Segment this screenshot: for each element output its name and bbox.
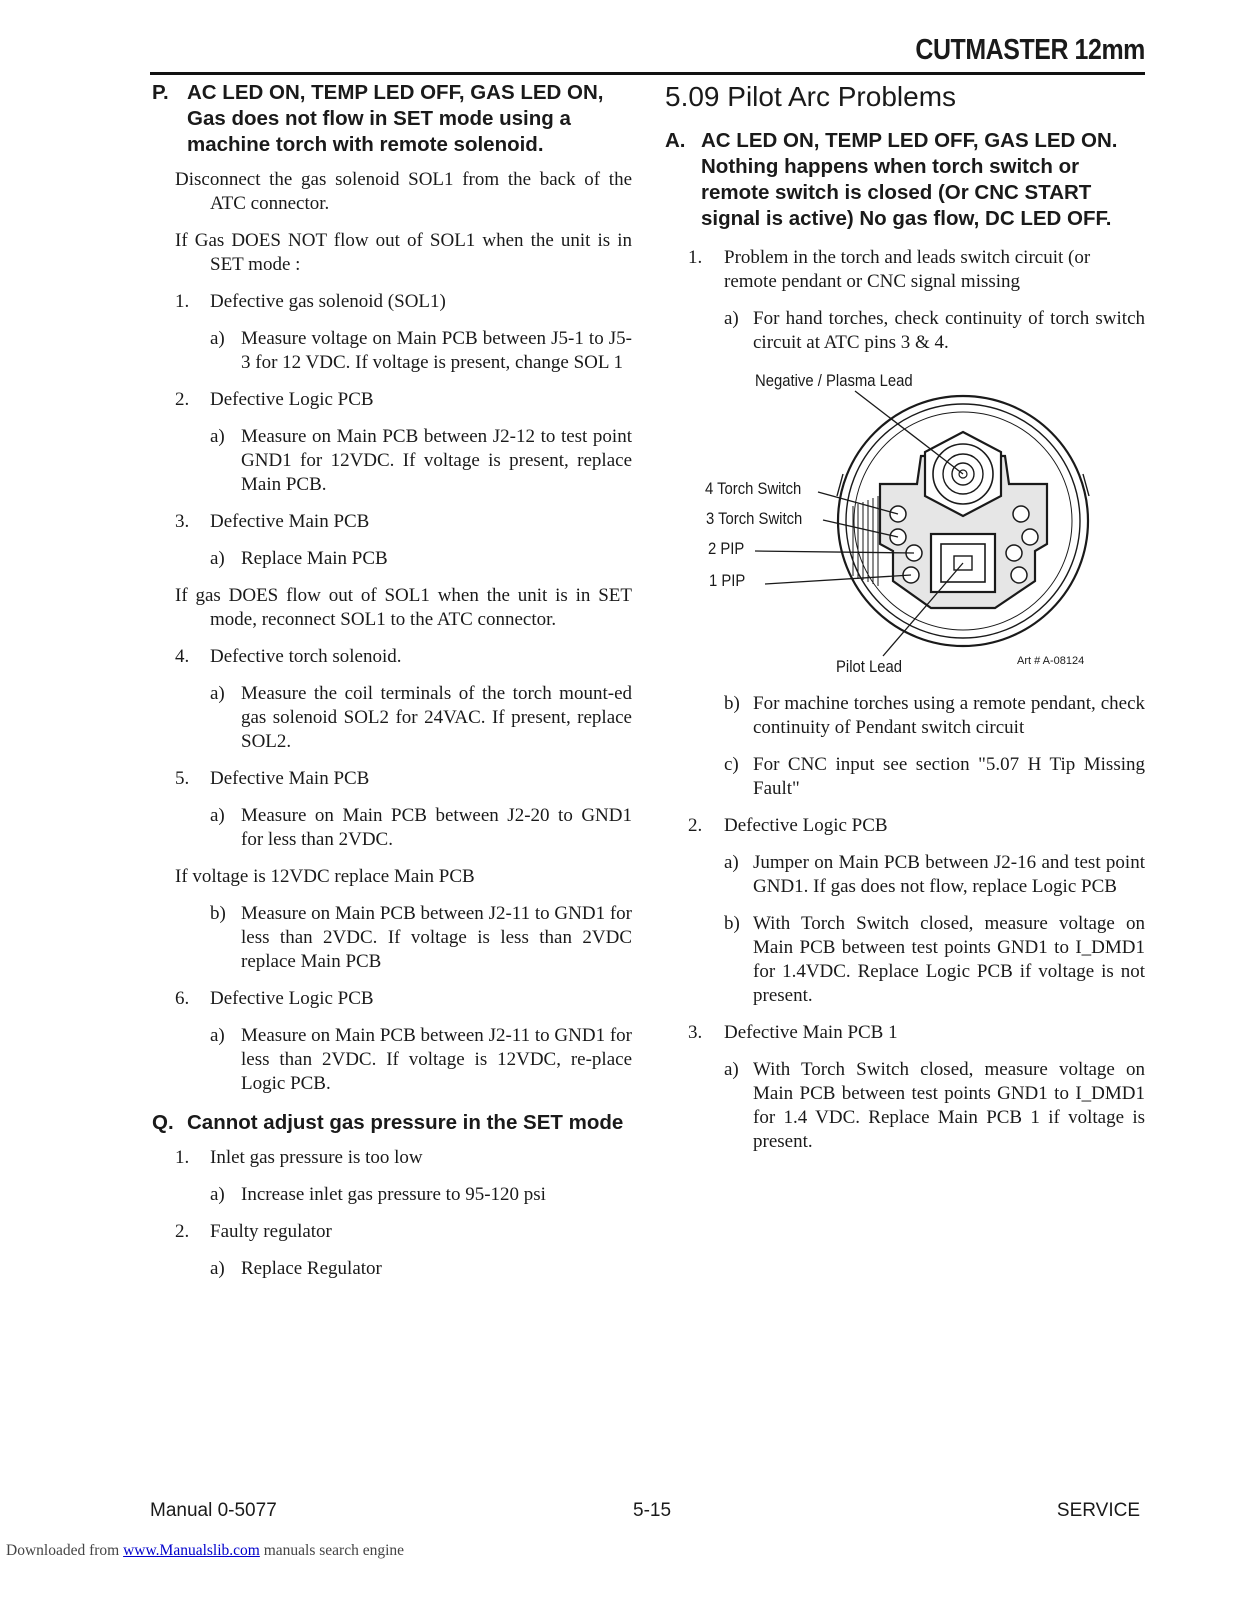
paragraph: If gas DOES flow out of SOL1 when the unit is in SET mode, reconnect SOL1 to the ATC connector. — [175, 585, 632, 630]
sub-list-item: a) Replace Main PCB — [210, 548, 388, 569]
header-rule — [150, 72, 1145, 75]
section-p-letter: P. — [152, 81, 169, 104]
label-torch-switch-3: 3 Torch Switch — [706, 510, 803, 528]
list-item: 2. Faulty regulator — [175, 1221, 332, 1242]
section-title: 5.09 Pilot Arc Problems — [665, 81, 957, 112]
section-q-letter: Q. — [152, 1111, 174, 1134]
label-pip-1: 1 PIP — [709, 572, 746, 590]
section-p-title: AC LED ON, TEMP LED OFF, GAS LED ON, Gas does not flow in SET mode using a machine torch with remote solenoid. — [187, 81, 604, 156]
list-item: 5. Defective Main PCB — [175, 768, 370, 789]
art-number: Art # A-08124 — [1017, 655, 1085, 667]
sub-list-item: a) Increase inlet gas pressure to 95-120 psi — [210, 1184, 546, 1205]
list-item: 3. Defective Main PCB — [175, 511, 370, 532]
list-item: 1. Inlet gas pressure is too low — [175, 1147, 423, 1168]
label-pilot-lead: Pilot Lead — [836, 658, 903, 676]
sub-list-item: c) For CNC input see section "5.07 H Tip Missing Fault" — [724, 754, 1145, 799]
right-column — [665, 80, 1145, 1167]
left-column — [152, 80, 632, 1294]
sub-list-item: a) Jumper on Main PCB between J2-16 and test point GND1. If gas does not flow, replace Logic PCB — [724, 852, 1145, 897]
sub-list-item: b) With Torch Switch closed, measure voltage on Main PCB between test points GND1 to I_DMD1 for 1.4VDC. Replace Logic PCB if voltage is not present. — [724, 913, 1145, 1006]
sub-list-item: a) Measure on Main PCB between J2-12 to test point GND1 for 12VDC. If voltage is present, replace Main PCB. — [210, 426, 632, 495]
label-pip-2: 2 PIP — [708, 540, 745, 558]
sub-list-item: b) For machine torches using a remote pendant, check continuity of Pendant switch circuit — [724, 693, 1145, 738]
sub-list-item: b) Measure on Main PCB between J2-11 to GND1 for less than 2VDC. If voltage is less than 2VDC replace Main PCB — [210, 903, 632, 972]
section-q-title: Cannot adjust gas pressure in the SET mode — [187, 1111, 624, 1134]
list-item: 1. Defective gas solenoid (SOL1) — [175, 291, 446, 312]
footer-manual-number: Manual 0-5077 — [150, 1500, 277, 1521]
page-header-title: CUTMASTER 12mm — [915, 34, 1145, 66]
sub-list-item: a) Measure voltage on Main PCB between J5-1 to J5-3 for 12 VDC. If voltage is present, change SOL 1 — [210, 328, 632, 373]
footer-section-name: SERVICE — [1056, 1500, 1140, 1521]
sub-list-item: a) Measure the coil terminals of the torch mount-ed gas solenoid SOL2 for 24VAC. If present, replace SOL2. — [210, 683, 632, 752]
section-a-heading — [665, 128, 1145, 232]
section-a-letter: A. — [665, 129, 686, 152]
sub-list-item: a) Replace Regulator — [210, 1258, 382, 1279]
list-item: 3. Defective Main PCB 1 — [688, 1022, 898, 1043]
section-q-heading — [152, 1110, 632, 1136]
sub-list-item: a) With Torch Switch closed, measure voltage on Main PCB between test points GND1 to I_DMD1 for 1.4 VDC. Replace Main PCB 1 if voltage is present. — [724, 1059, 1145, 1152]
section-a-title: AC LED ON, TEMP LED OFF, GAS LED ON. Nothing happens when torch switch or remote switch is closed (Or CNC START signal is active) No gas flow, DC LED OFF. — [701, 129, 1118, 230]
section-p-heading — [152, 80, 632, 158]
label-torch-switch-4: 4 Torch Switch — [705, 480, 802, 498]
list-item: 4. Defective torch solenoid. — [175, 646, 402, 667]
list-item: 6. Defective Logic PCB — [175, 988, 374, 1009]
label-negative-plasma-lead: Negative / Plasma Lead — [755, 372, 913, 390]
atc-connector-figure — [665, 366, 1145, 686]
paragraph: If voltage is 12VDC replace Main PCB — [175, 866, 475, 887]
sub-list-item: a) For hand torches, check continuity of torch switch circuit at ATC pins 3 & 4. — [724, 308, 1145, 353]
paragraph: Disconnect the gas solenoid SOL1 from the back of the ATC connector. — [175, 169, 632, 214]
list-item: 1. Problem in the torch and leads switch circuit (or remote pendant or CNC signal missing — [688, 247, 1091, 292]
list-item: 2. Defective Logic PCB — [688, 815, 888, 836]
paragraph: If Gas DOES NOT flow out of SOL1 when the unit is in SET mode : — [175, 230, 632, 275]
sub-list-item: a) Measure on Main PCB between J2-11 to GND1 for less than 2VDC. If voltage is 12VDC, re-place Logic PCB. — [210, 1025, 632, 1094]
manualslib-link[interactable]: www.Manualslib.com — [123, 1542, 260, 1559]
sub-list-item: a) Measure on Main PCB between J2-20 to GND1 for less than 2VDC. — [210, 805, 632, 850]
footer-page-number: 5-15 — [633, 1500, 672, 1521]
list-item: 2. Defective Logic PCB — [175, 389, 374, 410]
download-notice: Downloaded from www.Manualslib.com manuals search engine — [6, 1542, 405, 1559]
